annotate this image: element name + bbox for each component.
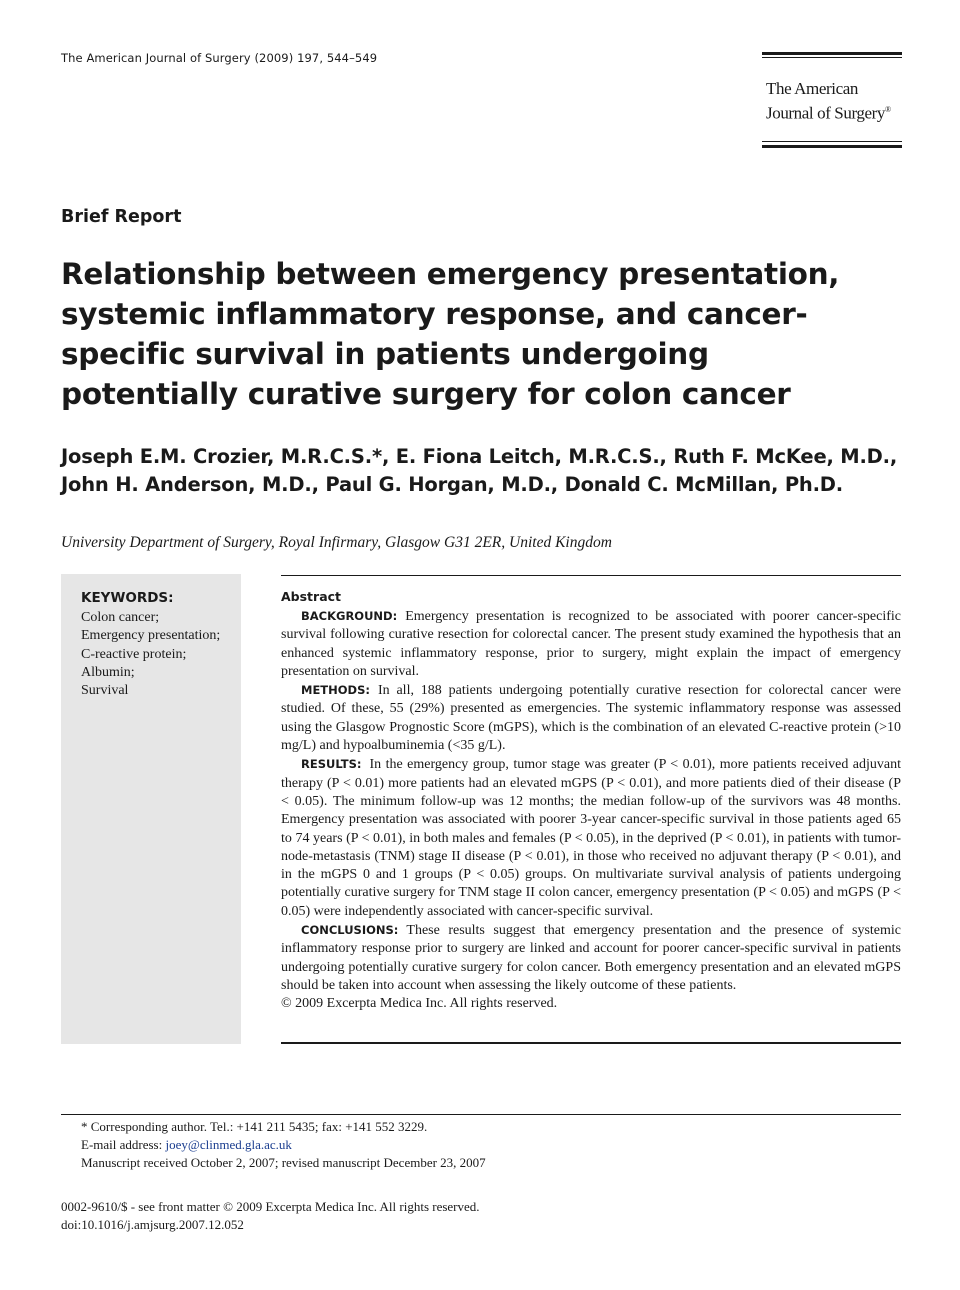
abstract-conclusions bbox=[281, 921, 901, 995]
abstract-results bbox=[281, 755, 901, 921]
footnotes bbox=[81, 1118, 486, 1172]
keyword-item: Colon cancer; bbox=[81, 610, 160, 625]
conclusions-label: CONCLUSIONS: bbox=[301, 923, 399, 938]
article-title: Relationship between emergency presentation, systemic inflammatory response, and cancer-specific survival in patients undergoing potentially curative surgery for colon cancer bbox=[61, 257, 840, 411]
background-label: BACKGROUND: bbox=[301, 609, 398, 623]
logo-rule-top-thick bbox=[762, 52, 902, 55]
keywords-heading: KEYWORDS: bbox=[81, 590, 174, 606]
abstract-copyright: © 2009 Excerpta Medica Inc. All rights reserved. bbox=[281, 996, 558, 1012]
keywords-list bbox=[81, 609, 239, 700]
email-label: E-mail address: bbox=[81, 1137, 163, 1152]
abstract-bottom-rule bbox=[281, 1042, 901, 1044]
authors-line-2: John H. Anderson, M.D., Paul G. Horgan, M.D., Donald C. McMillan, Ph.D. bbox=[61, 472, 843, 496]
keyword-item: C-reactive protein; bbox=[81, 646, 187, 662]
authors-line-1: Joseph E.M. Crozier, M.R.C.S.*, E. Fiona Leitch, M.R.C.S., Ruth F. McKee, M.D., bbox=[61, 445, 898, 468]
logo-rule-top-thin bbox=[762, 57, 902, 58]
issn-line: 0002-9610/$ - see front matter © 2009 Excerpta Medica Inc. All rights reserved. bbox=[61, 1199, 480, 1214]
corresponding-author-note: * Corresponding author. Tel.: +141 211 5435; fax: +141 552 3229. bbox=[81, 1119, 428, 1134]
keyword-item: Emergency presentation; bbox=[81, 628, 221, 644]
keyword-item: Albumin; bbox=[81, 664, 135, 680]
background-text: Emergency presentation is recognized to be associated with poorer cancer-specific survival following curative resection for colorectal cancer. The present study examined the hypothesis that an enhanced systemic inflammatory response, prior to surgery, might explain the impact of emergency presentation on survival. bbox=[281, 609, 901, 679]
abstract-methods bbox=[281, 681, 901, 755]
keyword-item: Survival bbox=[81, 683, 129, 699]
methods-text: In all, 188 patients undergoing potentially curative resection for colorectal cancer were studied. Of these, 55 (29%) presented as emergencies. The systemic inflammatory response was assessed using the Glasgow Prognostic Score (mGPS), which is the combination of an elevated C-reactive protein (>10 mg/L) and hypoalbuminemia (<35 g/L). bbox=[281, 683, 901, 754]
abstract-body bbox=[281, 607, 901, 1014]
conclusions-text: These results suggest that emergency presentation and the presence of systemic inflammatory response prior to surgery are linked and account for poorer cancer-specific survival in patients undergoing potentially curative surgery for colon cancer. Both emergency presentation and an elevated mGPS should be taken into account when assessing the likely outcome of these patients. bbox=[281, 923, 901, 993]
results-label: RESULTS: bbox=[301, 757, 362, 772]
manuscript-dates: Manuscript received October 2, 2007; revised manuscript December 23, 2007 bbox=[81, 1155, 486, 1170]
logo-rule-bottom-thin bbox=[762, 141, 902, 142]
email-link[interactable]: joey@clinmed.gla.ac.uk bbox=[165, 1137, 292, 1152]
journal-logo bbox=[762, 52, 902, 150]
keywords-panel bbox=[61, 574, 241, 1044]
logo-wordmark bbox=[766, 78, 891, 124]
publication-info bbox=[61, 1198, 480, 1233]
logo-rule-bottom-thick bbox=[762, 145, 902, 148]
logo-line-1: The American bbox=[766, 79, 858, 98]
affiliation: University Department of Surgery, Royal Infirmary, Glasgow G31 2ER, United Kingdom bbox=[61, 534, 612, 551]
footnote-rule bbox=[61, 1114, 901, 1115]
logo-line-2: Journal of Surgery® bbox=[766, 103, 891, 123]
article-type: Brief Report bbox=[61, 207, 182, 227]
abstract-background bbox=[281, 607, 901, 681]
doi-line: doi:10.1016/j.amjsurg.2007.12.052 bbox=[61, 1216, 244, 1232]
email-note bbox=[81, 1136, 486, 1154]
abstract-top-rule bbox=[281, 575, 901, 576]
journal-citation: The American Journal of Surgery (2009) 197, 544–549 bbox=[61, 51, 378, 65]
author-list bbox=[61, 443, 901, 498]
methods-label: METHODS: bbox=[301, 683, 370, 698]
results-text: In the emergency group, tumor stage was greater (P < 0.01), more patients received adjuvant therapy (P < 0.01) more patients had an elevated mGPS (P < 0.01), and more patients died of their disease (P < 0.05). The minimum follow-up was 12 months; the median follow-up of the survivors was 48 months. Emergency presentation was associated with poorer 3-year cancer-specific survival in those patients aged 65 to 74 years (P < 0.01), in both males and females (P < 0.05), in the deprived (P < 0.01), in patients with tumor-node-metastasis (TNM) stage II disease (P < 0.01), in those who received no adjuvant therapy (P < 0.01), and in the mGPS 0 and 1 groups (P < 0.05) groups. On multivariate survival analysis of patients undergoing potentially curative surgery for TNM stage II colon cancer, emergency presentation (P < 0.05) and mGPS (P < 0.05) were independently associated with cancer-specific survival. bbox=[281, 757, 901, 919]
abstract-heading: Abstract bbox=[281, 589, 342, 604]
